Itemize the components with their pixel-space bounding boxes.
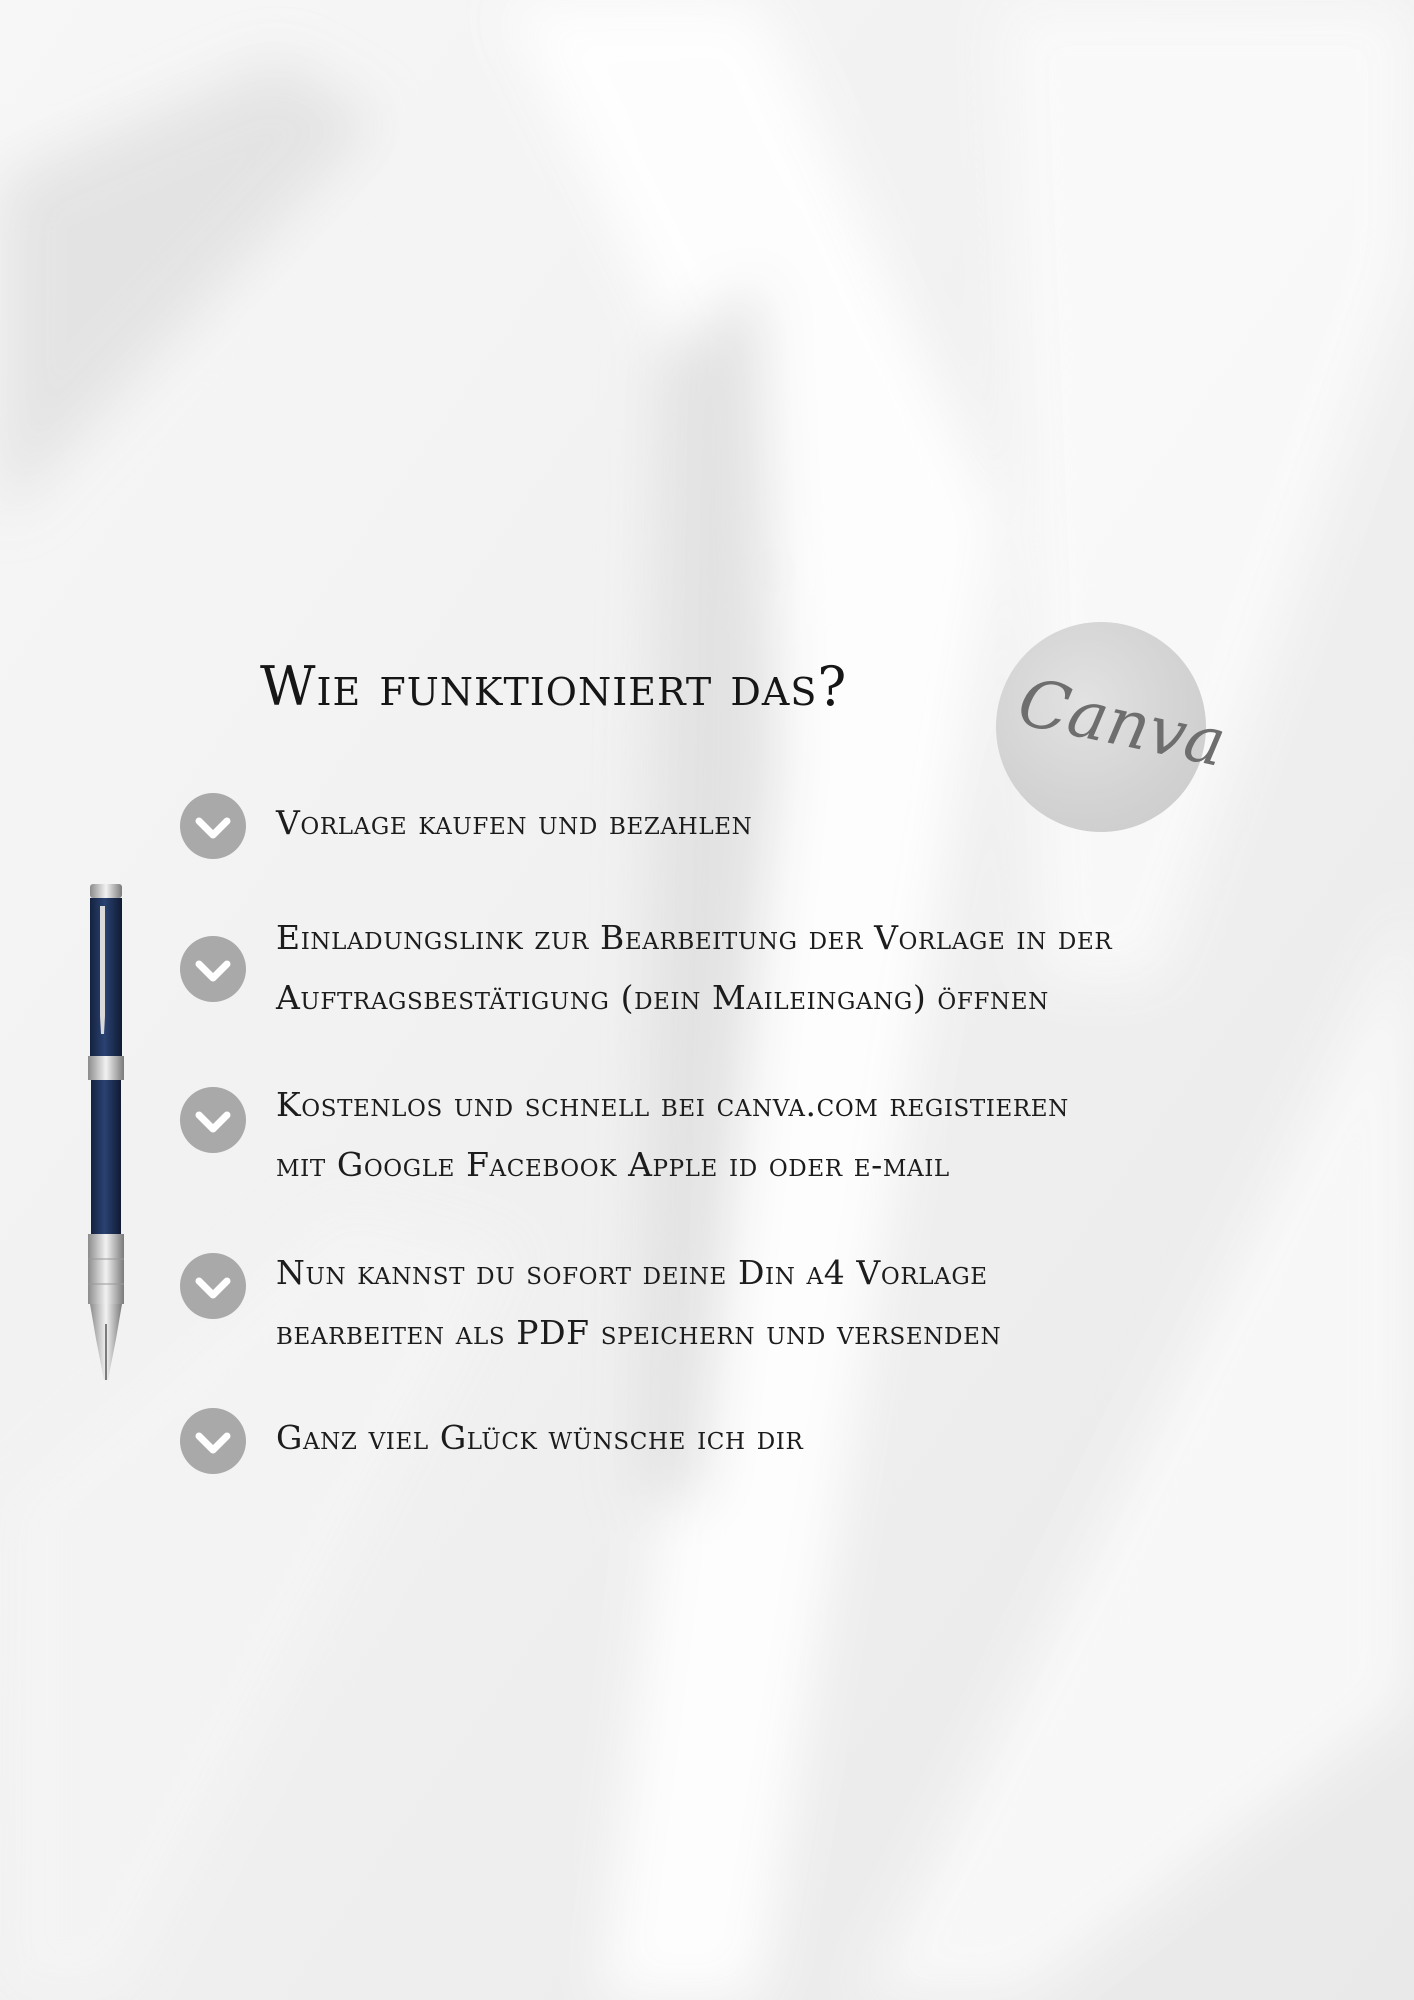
step-line: bearbeiten als PDF speichern und versenden xyxy=(276,1313,1002,1352)
check-icon xyxy=(180,1087,246,1153)
check-icon xyxy=(180,793,246,859)
step-line: Nun kannst du sofort deine Din a4 Vorlage xyxy=(276,1253,988,1292)
step-line: Kostenlos und schnell bei canva.com registieren xyxy=(276,1085,1069,1124)
step-text xyxy=(276,908,1344,1028)
step-line: mit Google Facebook Apple id oder e-mail xyxy=(276,1145,950,1184)
step-text xyxy=(276,1243,1312,1363)
step-text xyxy=(276,1408,1344,1468)
step-line xyxy=(276,908,1344,968)
canva-logo-text: Canva xyxy=(1011,663,1233,782)
step-text xyxy=(276,793,1344,853)
step-line: Auftragsbestätigung (dein Maileingang) öffnen xyxy=(276,978,1049,1017)
check-icon xyxy=(180,1253,246,1319)
step-line: Vorlage kaufen und bezahlen xyxy=(276,803,753,842)
step-line: Ganz viel Glück wünsche ich dir xyxy=(276,1418,804,1457)
page-title: Wie funktioniert das? xyxy=(260,655,848,718)
check-icon xyxy=(180,1408,246,1474)
check-icon xyxy=(180,936,246,1002)
step-text xyxy=(276,1075,1344,1195)
step-line-text: Einladungslink zur Bearbeitung der Vorlage in der xyxy=(276,918,1113,957)
